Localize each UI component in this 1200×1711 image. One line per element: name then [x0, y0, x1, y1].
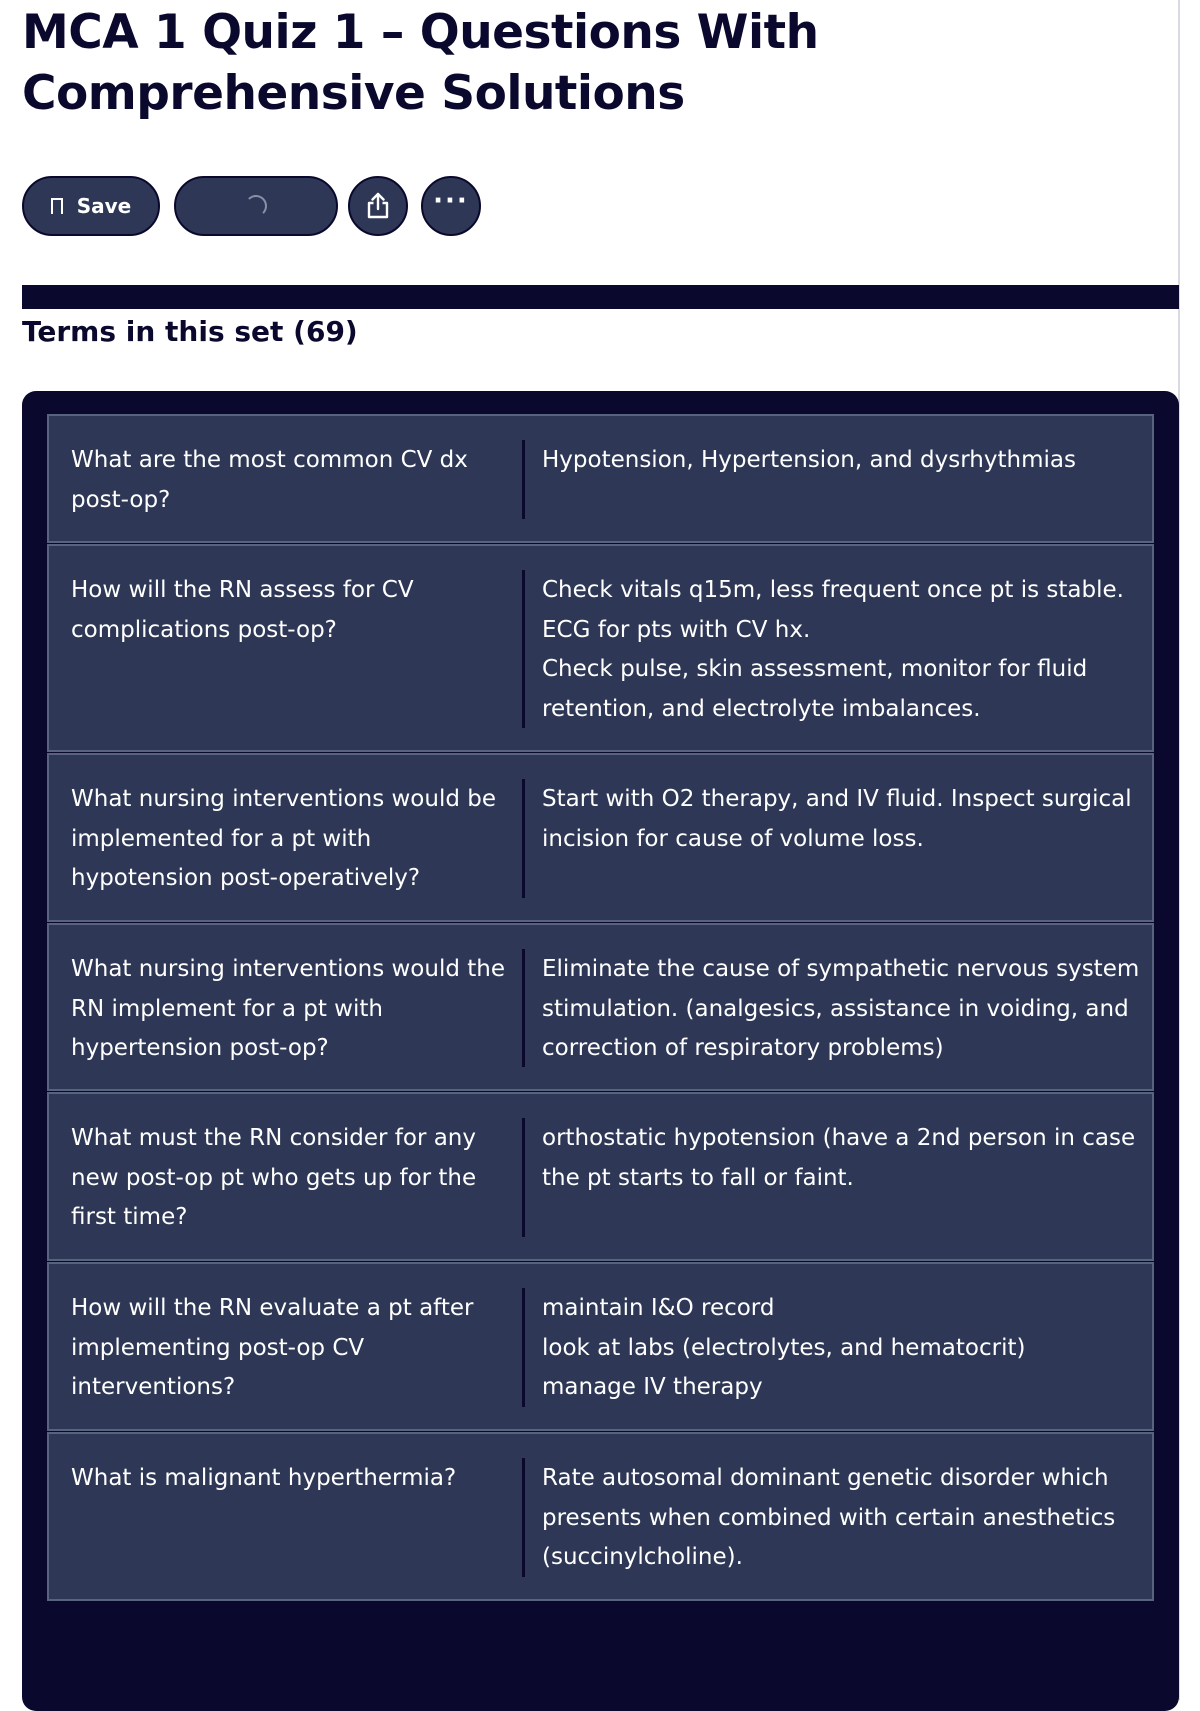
- page-title: MCA 1 Quiz 1 – Questions With Comprehensive Solutions: [22, 5, 819, 121]
- term-card[interactable]: [47, 1262, 1154, 1431]
- definition-text: Check vitals q15m, less frequent once pt is stable. ECG for pts with CV hx. Check pulse, skin assessment, monitor for fluid retention, and electrolyte imbalances.: [542, 577, 1124, 722]
- more-options-button[interactable]: [421, 176, 481, 236]
- term-definition-separator: [522, 1288, 525, 1407]
- spinner-icon: [245, 195, 267, 217]
- term-card[interactable]: [47, 414, 1154, 543]
- term-text: What is malignant hyperthermia?: [71, 1465, 457, 1491]
- loading-button[interactable]: [174, 176, 338, 236]
- term-card[interactable]: [47, 1432, 1154, 1601]
- terms-list: [22, 391, 1179, 1711]
- more-icon: ···: [433, 186, 469, 216]
- definition-text: Eliminate the cause of sympathetic nervous system stimulation. (analgesics, assistance in voiding, and correction of respiratory problems): [542, 956, 1140, 1061]
- section-divider: [22, 285, 1179, 309]
- term-text: How will the RN assess for CV complications post-op?: [71, 577, 414, 643]
- definition-text: Hypotension, Hypertension, and dysrhythmias: [542, 447, 1076, 473]
- term-card[interactable]: [47, 753, 1154, 922]
- definition-text: orthostatic hypotension (have a 2nd person in case the pt starts to fall or faint.: [542, 1125, 1136, 1191]
- terms-count-heading: Terms in this set (69): [22, 315, 358, 348]
- term-card[interactable]: [47, 923, 1154, 1091]
- share-button[interactable]: [348, 176, 408, 236]
- term-text: What nursing interventions would the RN implement for a pt with hypertension post-op?: [71, 956, 506, 1061]
- term-text: What are the most common CV dx post-op?: [71, 447, 468, 513]
- save-button[interactable]: [22, 176, 160, 236]
- term-definition-separator: [522, 440, 525, 519]
- bookmark-icon: [51, 198, 63, 214]
- term-card[interactable]: [47, 544, 1154, 752]
- term-definition-separator: [522, 1118, 525, 1237]
- definition-text: Start with O2 therapy, and IV fluid. Inspect surgical incision for cause of volume loss.: [542, 786, 1132, 852]
- term-text: What nursing interventions would be implemented for a pt with hypotension post-operatively?: [71, 786, 497, 891]
- action-toolbar: [22, 176, 622, 236]
- term-card[interactable]: [47, 1092, 1154, 1261]
- term-definition-separator: [522, 570, 525, 728]
- save-button-label: Save: [76, 194, 132, 218]
- study-set-page: [22, 0, 1179, 1570]
- term-text: How will the RN evaluate a pt after implementing post-op CV interventions?: [71, 1295, 474, 1400]
- definition-text: Rate autosomal dominant genetic disorder which presents when combined with certain anesthetics (succinylcholine).: [542, 1465, 1116, 1570]
- term-text: What must the RN consider for any new post-op pt who gets up for the first time?: [71, 1125, 477, 1230]
- share-icon: [365, 192, 391, 220]
- term-definition-separator: [522, 1458, 525, 1577]
- definition-text: maintain I&O record look at labs (electrolytes, and hematocrit) manage IV therapy: [542, 1295, 1026, 1400]
- term-definition-separator: [522, 949, 525, 1067]
- term-definition-separator: [522, 779, 525, 898]
